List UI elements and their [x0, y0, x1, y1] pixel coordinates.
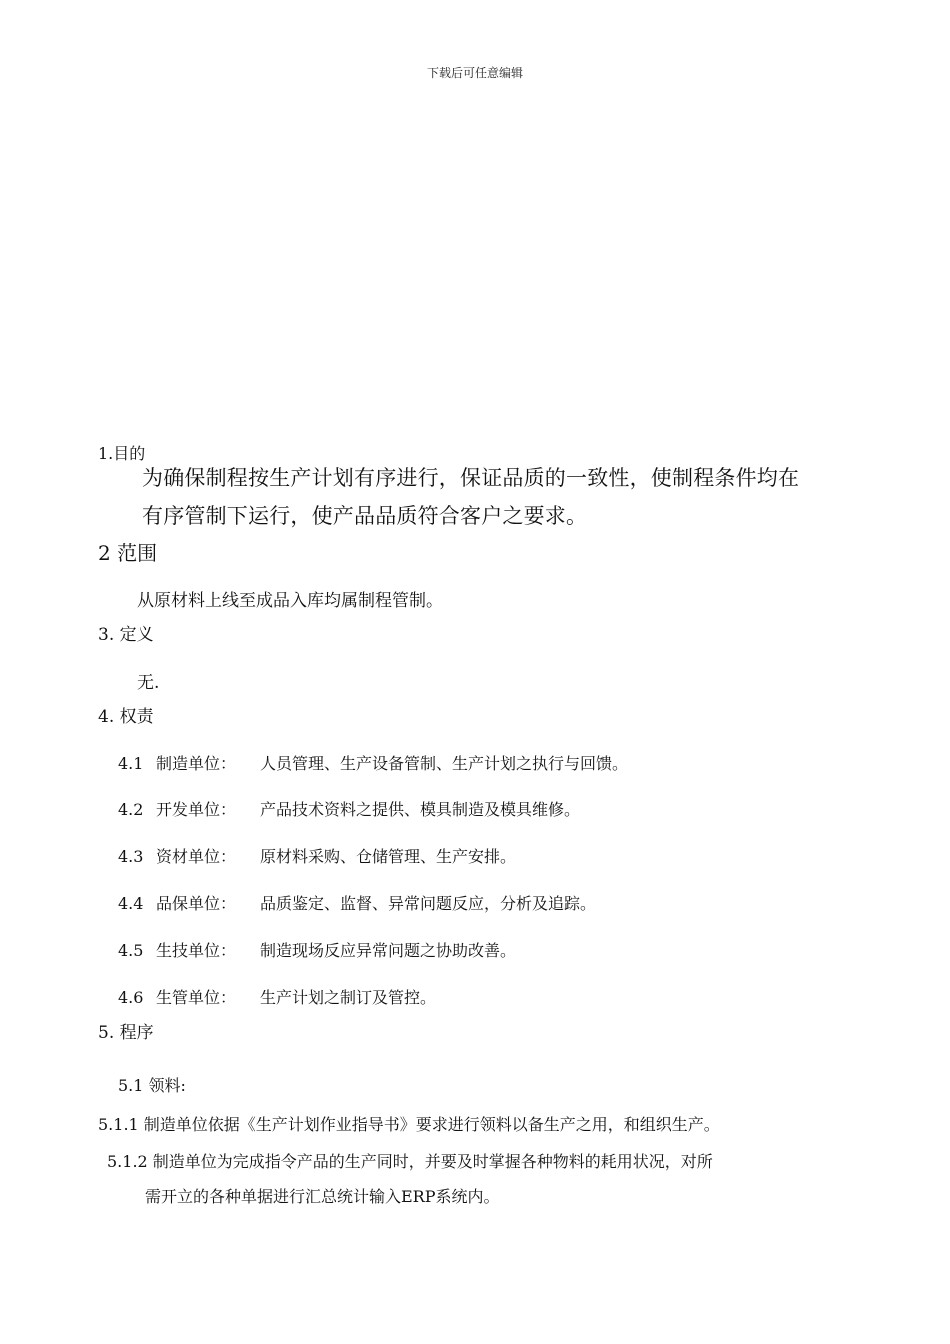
section-1-text-line1: 为确保制程按生产计划有序进行，保证品质的一致性，使制程条件均在	[142, 466, 800, 490]
item-unit: 制造单位：	[156, 754, 237, 773]
item-unit: 开发单位：	[156, 800, 237, 819]
item-number: 4.2	[118, 800, 144, 819]
item-number: 4.5	[118, 941, 144, 960]
item-5-1-2-line1: 5.1.2 制造单位为完成指令产品的生产同时，并要及时掌握各种物料的耗用状况，对所	[107, 1152, 713, 1171]
section-2-heading: 2 范围	[98, 541, 158, 565]
section-3-text: 无.	[137, 673, 160, 693]
item-5-1-1: 5.1.1 制造单位依据《生产计划作业指导书》要求进行领料以备生产之用，和组织生产。	[98, 1115, 720, 1134]
page-header-note: 下载后可任意编辑	[426, 66, 523, 80]
item-unit: 生管单位：	[156, 988, 237, 1007]
item-unit: 生技单位：	[156, 941, 237, 960]
item-description: 制造现场反应异常问题之协助改善。	[260, 941, 517, 960]
item-5-1-2-line2: 需开立的各种单据进行汇总统计输入ERP系统内。	[145, 1187, 500, 1206]
item-number: 4.3	[118, 847, 144, 866]
item-unit: 资材单位：	[156, 847, 237, 866]
item-description: 人员管理、生产设备管制、生产计划之执行与回馈。	[260, 754, 629, 773]
item-number: 4.4	[118, 894, 144, 913]
item-number: 4.6	[118, 988, 144, 1007]
section-1-text-line2: 有序管制下运行，使产品品质符合客户之要求。	[142, 504, 588, 528]
section-4-heading: 4. 权责	[98, 707, 154, 727]
section-5-heading: 5. 程序	[98, 1023, 154, 1043]
section-3-heading: 3. 定义	[98, 625, 154, 645]
subsection-5-1-heading: 5.1 领料:	[118, 1076, 186, 1095]
item-number: 4.1	[118, 754, 144, 773]
item-description: 品质鉴定、监督、异常问题反应，分析及追踪。	[260, 894, 597, 913]
item-description: 产品技术资料之提供、模具制造及模具维修。	[260, 800, 581, 819]
section-2-text: 从原材料上线至成品入库均属制程管制。	[137, 591, 443, 611]
section-1-heading: 1.目的	[98, 444, 146, 463]
item-description: 生产计划之制订及管控。	[260, 988, 437, 1007]
item-description: 原材料采购、仓储管理、生产安排。	[260, 847, 517, 866]
item-unit: 品保单位：	[156, 894, 237, 913]
